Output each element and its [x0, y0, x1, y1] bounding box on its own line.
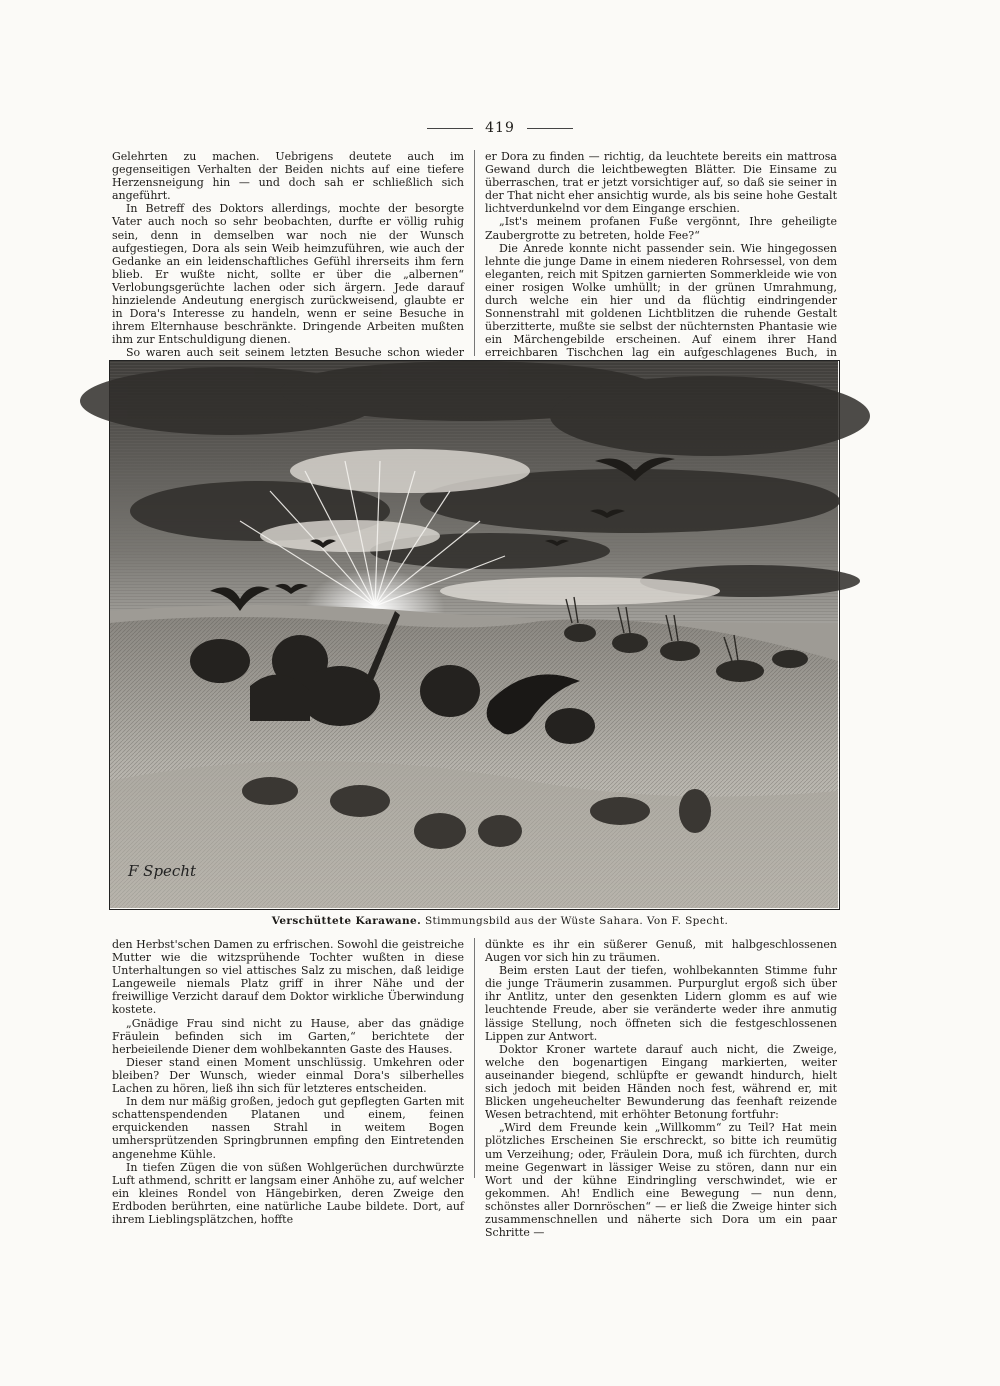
desert-caravan-engraving [110, 361, 838, 908]
paragraph: den Herbst'schen Damen zu erfrischen. Sowohl die geistreiche Mutter wie die witzsprühende Tochter wußten in diese Unterhaltungen so viel attisches Salz zu mischen, daß leidige Langeweile niemals Platz griff in ihrer Nähe und der freiwillige Verzicht darauf dem Doktor wirkliche Überwindung kostete. [112, 938, 465, 1017]
paragraph: „Wird dem Freunde kein „Willkomm“ zu Teil? Hat mein plötzliches Erscheinen Sie erschreckt, so bitte ich reumütig um Verzeihung; oder, Fräulein Dora, muß ich fürchten, durch meine Gegenwart in lässiger Weise zu stören, dann nur ein Wort und der kühne Eindringling verschwindet, wie er gekommen. Ah! Endlich eine Bewegung — nun denn, schönstes aller Dornröschen“ — er ließ die Zweige hinter sich zusammenschnellen und näherte sich Dora um ein paar Schritte — [485, 1121, 837, 1240]
caption-title: Verschüttete Karawane. [271, 915, 422, 927]
column-divider [474, 150, 475, 356]
text-column-bottom-right [485, 938, 837, 1240]
paragraph: So waren auch seit seinem letzten Besuche schon wieder [126, 346, 464, 360]
paragraph: dünkte es ihr ein süßerer Genuß, mit halbgeschlossenen Augen vor sich hin zu träumen. [485, 938, 837, 965]
text-column-bottom-left [112, 938, 465, 1226]
paragraph: „Ist's meinem profanen Fuße vergönnt, Ihre geheiligte Zaubergrotte zu betreten, holde Fee?“ [485, 215, 837, 242]
engraving-illustration [109, 360, 840, 910]
paragraph: In tiefen Zügen die von süßen Wohlgerüchen durchwürzte Luft athmend, schritt er langsam einer Anhöhe zu, auf welcher ein kleines Rondel von Hängebirken, deren Zweige den Erdboden berührten, eine natürliche Laube bildete. Dort, auf ihrem Lieblingsplätzchen, hoffte [112, 1160, 464, 1226]
paragraph: Dieser stand einen Moment unschlüssig. Umkehren oder bleiben? Der Wunsch, wieder einmal Dora's silberhelles Lachen zu hören, ließ ihn sich für letzteres entscheiden. [112, 1055, 464, 1096]
paragraph: In Betreff des Doktors allerdings, mochte der besorgte Vater auch noch so sehr beobachten, durfte er völlig ruhig sein, denn in demselben war noch nie der Wunsch aufgestiegen, Dora als sein Weib heimzuführen, wie auch der Gedanke an ein leidenschaftliches Gefühl ihrerseits ihm fern blieb. Er wußte nicht, sollte er über die „albernen“ Verlobungsgerüchte lachen oder sich ärgern. Jede darauf hinzielende Andeutung energisch zurückweisend, glaubte er in Dora's Interesse zu handeln, wenn er seine Besuche in ihrem Elternhause beschränkte. Dringende Arbeiten mußten ihm zur Entschuldigung dienen. [112, 202, 464, 347]
artist-signature: F Specht [128, 862, 197, 880]
paragraph: „Gnädige Frau sind nicht zu Hause, aber das gnädige Fräulein befinden sich im Garten,“ berichtete der herbeieilende Diener dem wohlbekannten Gaste des Hauses. [112, 1016, 464, 1056]
paragraph: er Dora zu finden — richtig, da leuchtete bereits ein mattrosa Gewand durch die leichtbewegten Blätter. Die Einsame zu überraschen, trat er jetzt vorsichtiger auf, so daß sie seiner in der That nicht eher ansichtig wurde, als bis seine hohe Gestalt lichtverdunkelnd vor dem Eingange erschien. [485, 150, 837, 216]
column-divider [474, 938, 475, 1178]
paragraph: Gelehrten zu machen. Uebrigens deutete auch im gegenseitigen Verhalten der Beiden nichts auf eine tiefere Herzensneigung hin — und doch sah er schließlich sich angeführt. [112, 150, 464, 203]
illustration-caption [0, 915, 1000, 927]
paragraph: Beim ersten Laut der tiefen, wohlbekannten Stimme fuhr die junge Träumerin zusammen. Purpurglut ergoß sich über ihr Antlitz, unter den gesenkten Lidern glomm es auf wie leuchtende Freude, aber sie veränderte weder ihre anmutig lässige Stellung, noch öffneten sich die festgeschlossenen Lippen zur Antwort. [485, 964, 837, 1043]
page-number: 419 [0, 120, 1000, 136]
paragraph: Doktor Kroner wartete darauf auch nicht, die Zweige, welche den bogenartigen Eingang markierten, weiter auseinander biegend, schlüpfte er gewandt hindurch, hielt sich jedoch mit beiden Händen noch fest, während er, mit Blicken ungeheuchelter Bewunderung das feenhaft reizende Wesen betrachtend, mit erhöhter Betonung fortfuhr: [485, 1042, 837, 1122]
paragraph: Die Anrede konnte nicht passender sein. Wie hingegossen lehnte die junge Dame in einem niederen Rohrsessel, von dem eleganten, reich mit Spitzen garnierten Sommerkleide wie von einer rosigen Wolke umhüllt; in der grünen Umrahmung, durch welche ein hier und da flüchtig eindringender Sonnenstrahl mit goldenen Lichtblitzen die ruhende Gestalt überzitterte, mußte sie selbst der nüchternsten Phantasie wie ein Märchengebilde erscheinen. Auf einem ihrer Hand erreichbaren Tischchen lag ein aufgeschlagenes Buch, in [485, 241, 837, 360]
text-column-top-left [112, 150, 464, 360]
caption-text: Stimmungsbild aus der Wüste Sahara. Von F. Specht. [424, 915, 729, 927]
paragraph: In dem nur mäßig großen, jedoch gut gepflegten Garten mit schattenspendenden Platanen und einem, feinen erquickenden nassen Strahl in weitem Bogen umhersprützenden Springbrunnen empfing den Eintretenden angenehme Kühle. [112, 1095, 464, 1161]
text-column-top-right [485, 150, 837, 360]
